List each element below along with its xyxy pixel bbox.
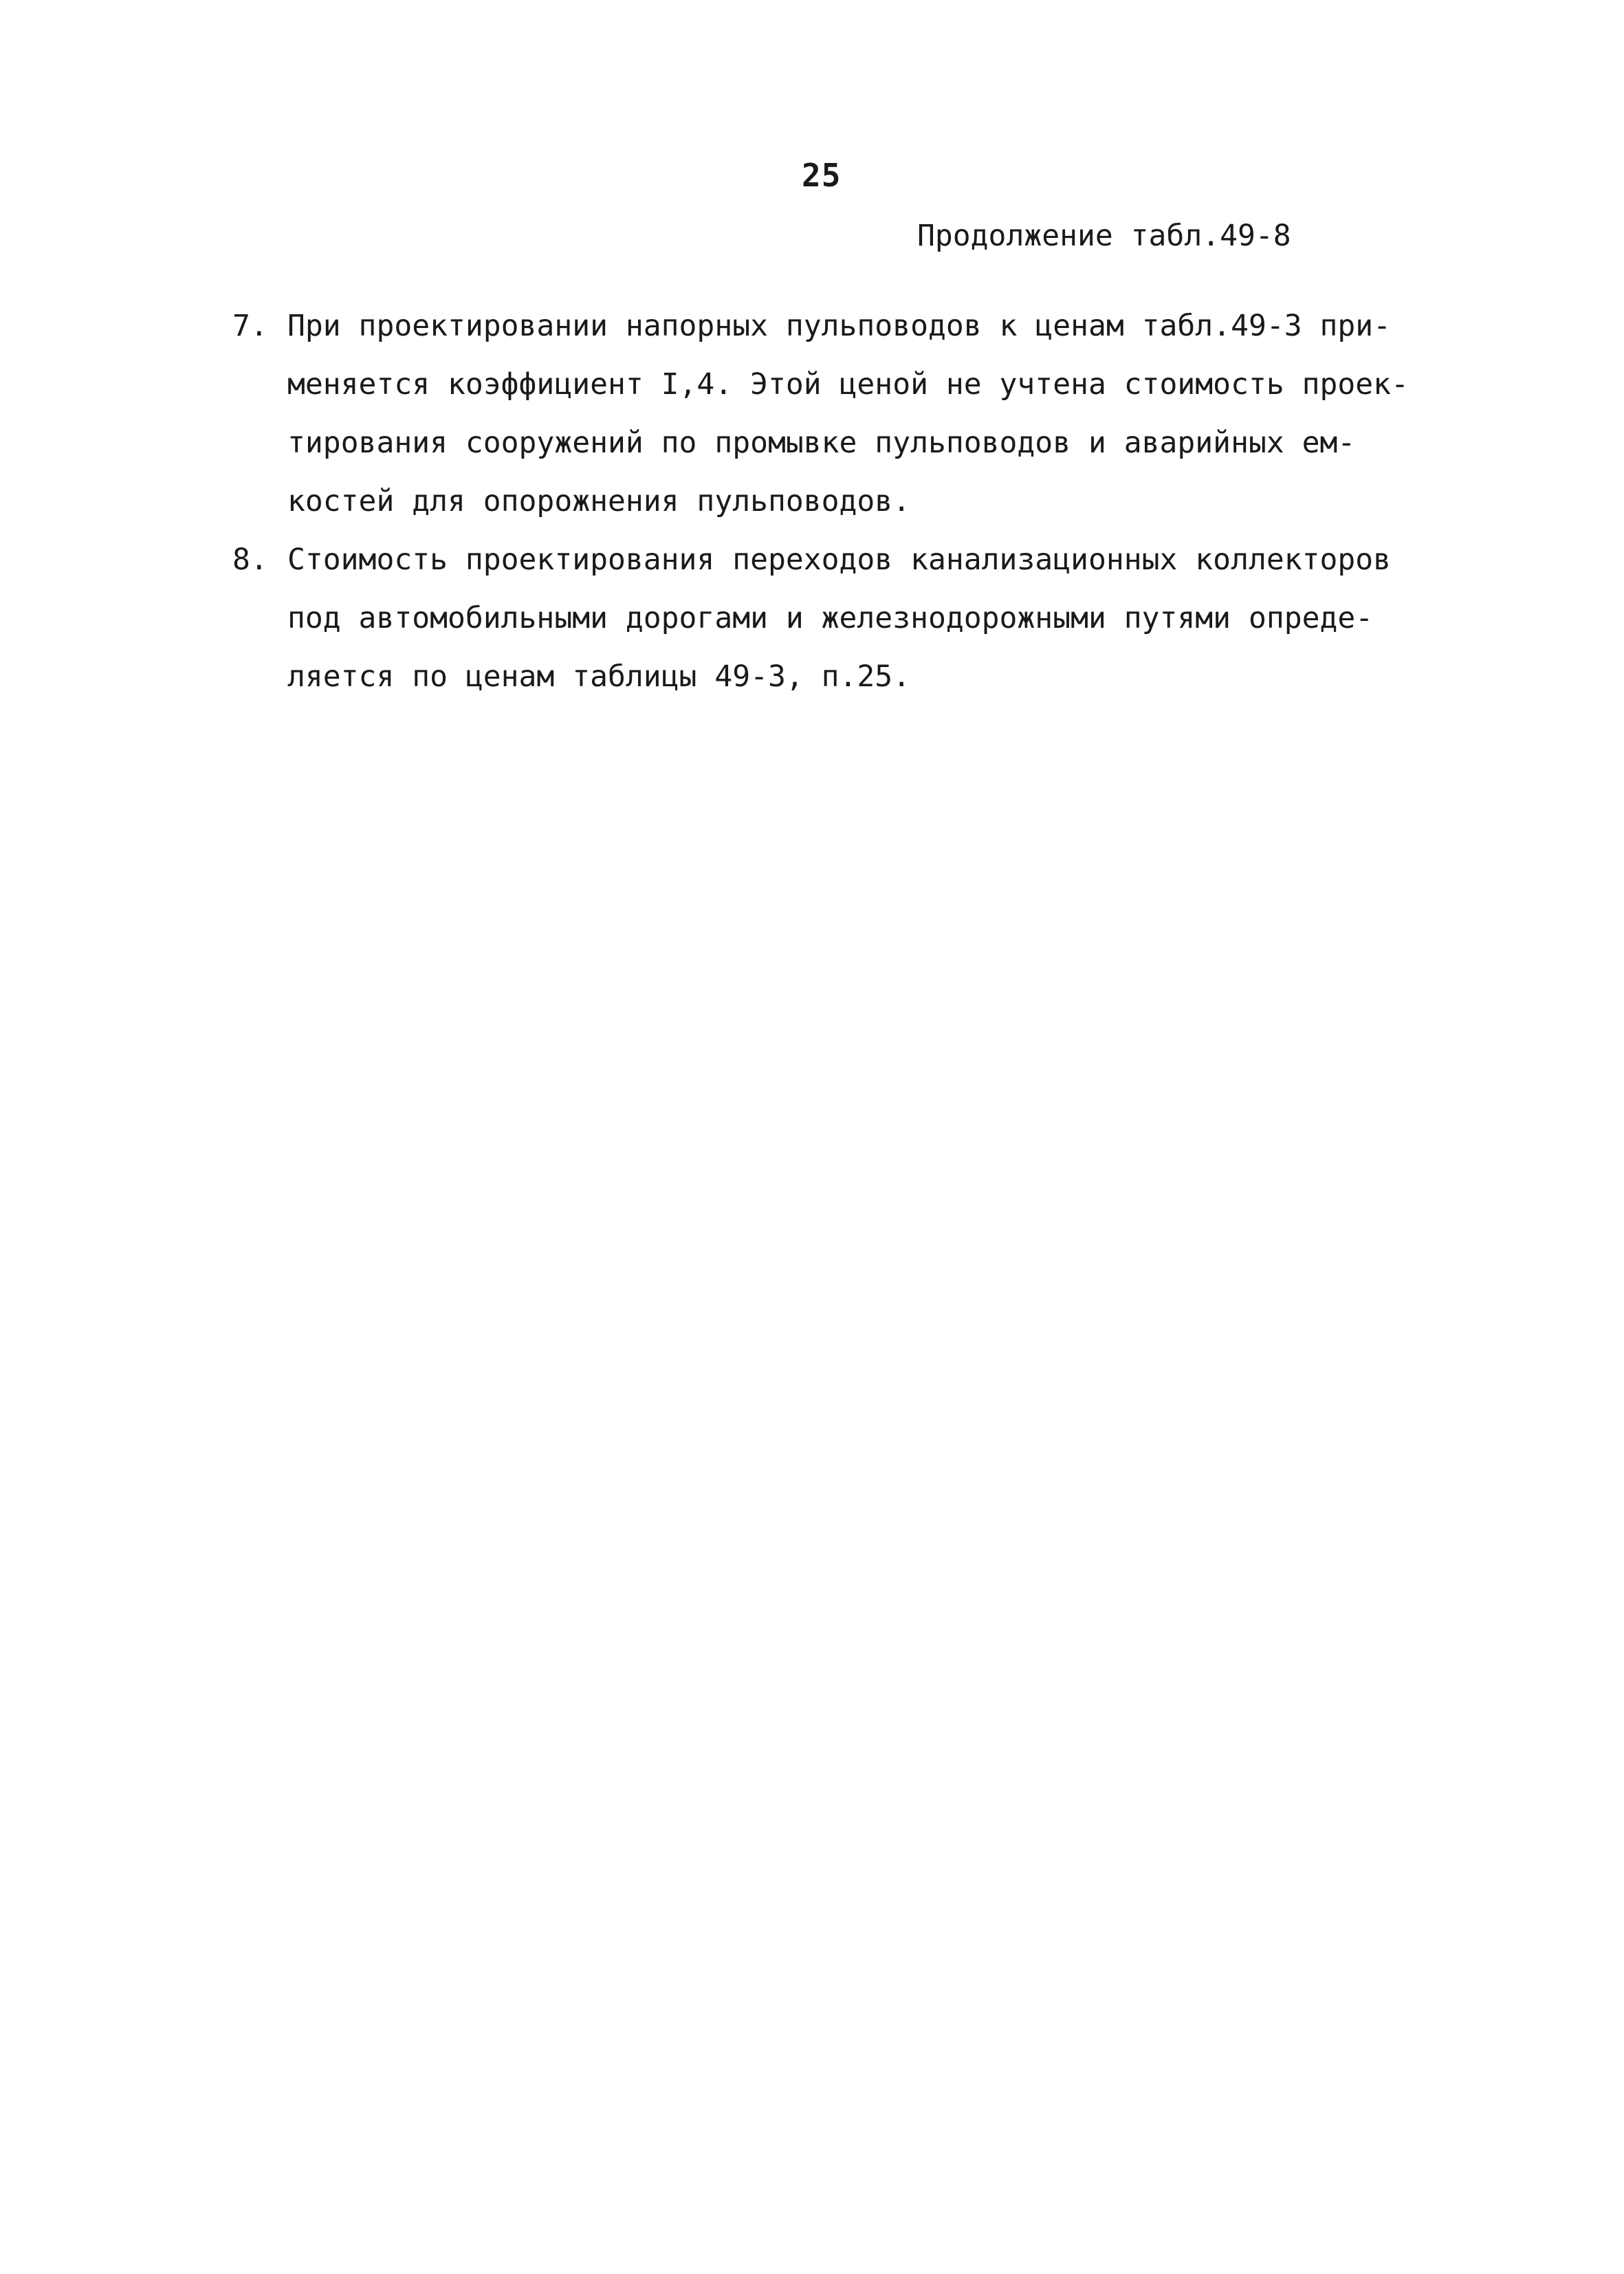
text-line: под автомобильными дорогами и железнодорожными путями опреде- bbox=[287, 601, 1374, 635]
text-line: При проектировании напорных пульповодов к ценам табл.49-3 при- bbox=[287, 309, 1392, 343]
text-line: Стоимость проектирования переходов канализационных коллекторов bbox=[287, 543, 1392, 577]
item-text bbox=[287, 531, 1391, 706]
table-continuation-label: Продолжение табл.49-8 bbox=[917, 219, 1291, 253]
text-line: тирования сооружений по промывке пульповодов и аварийных ем- bbox=[287, 426, 1356, 460]
item-number: 7. bbox=[232, 309, 268, 343]
item-number: 8. bbox=[232, 543, 268, 577]
text-line: ляется по ценам таблицы 49-3, п.25. bbox=[287, 659, 911, 694]
item-text bbox=[287, 297, 1409, 531]
text-line: костей для опорожнения пульповодов. bbox=[287, 484, 911, 518]
page-number: 25 bbox=[802, 157, 842, 194]
text-line: меняется коэффициент I,4. Этой ценой не учтена стоимость проек- bbox=[287, 367, 1409, 402]
